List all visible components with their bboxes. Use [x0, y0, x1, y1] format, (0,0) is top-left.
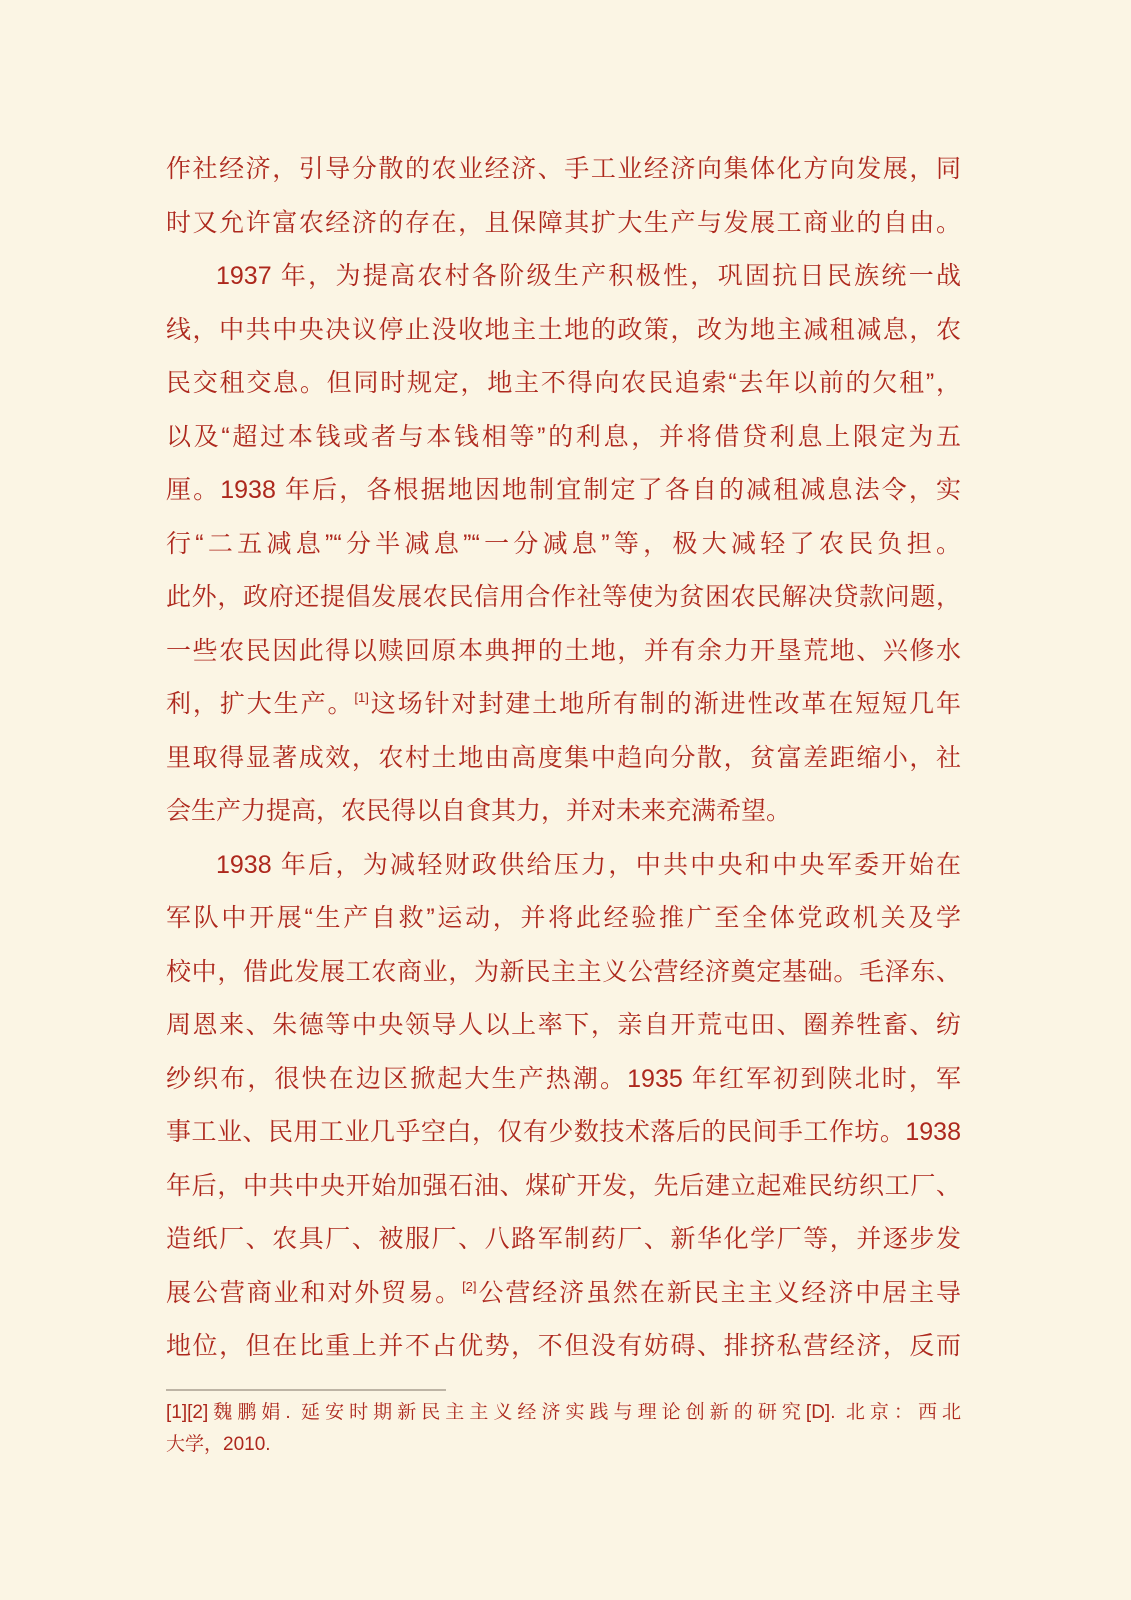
text-line [166, 839, 961, 893]
text-run: 会生产力提高，农民得以自食其力，并对未来充满希望。 [166, 797, 792, 825]
text-line [166, 1160, 961, 1214]
text-line [166, 571, 961, 625]
text-run: 里取得显著成效，农村土地由高度集中趋向分散，贫富差距缩小，社 [166, 743, 961, 772]
body-text [166, 143, 961, 1374]
text-run: 利，扩大生产。 [166, 690, 355, 718]
text-run: 以及“超过本钱或者与本钱相等”的利息，并将借贷利息上限定为五 [166, 422, 961, 451]
text-run: 校中，借此发展工农商业，为新民主主义公营经济奠定基础。毛泽东、 [166, 957, 961, 986]
text-line [166, 143, 961, 197]
text-line [166, 625, 961, 679]
footnote-marker: [1] [354, 690, 369, 705]
footnote-marker: [2] [462, 1278, 477, 1294]
text-line [166, 1213, 961, 1267]
text-line [166, 357, 961, 411]
text-run: 展公营商业和对外贸易。 [166, 1278, 463, 1307]
text-line [166, 1267, 961, 1321]
text-line [166, 892, 961, 946]
text-line [166, 411, 961, 465]
text-line [166, 197, 961, 251]
text-run: 纱织布，很快在边区掀起大生产热潮。1935 年红军初到陕北时，军 [166, 1064, 961, 1093]
text-run: 民交租交息。但同时规定，地主不得向农民追索“去年以前的欠租”， [166, 369, 961, 397]
text-run: 一些农民因此得以赎回原本典押的土地，并有余力开垦荒地、兴修水 [166, 636, 961, 665]
text-run: 厘。1938 年后，各根据地因地制宜制定了各自的减租减息法令，实 [166, 476, 961, 504]
text-line [166, 1053, 961, 1107]
text-line [166, 678, 961, 732]
text-run: 1937 年，为提高农村各阶级生产积极性，巩固抗日民族统一战 [216, 262, 961, 290]
text-run: 公营经济虽然在新民主主义经济中居主导 [476, 1278, 961, 1307]
text-run: 1938 年后，为减轻财政供给压力，中共中央和中央军委开始在 [216, 850, 961, 879]
text-run: 军队中开展“生产自救”运动，并将此经验推广至全体党政机关及学 [166, 904, 961, 932]
text-line [166, 518, 961, 572]
text-line [166, 250, 961, 304]
text-run: 周恩来、朱德等中央领导人以上率下，亲自开荒屯田、圈养牲畜、纺 [166, 1011, 961, 1039]
text-run: [1][2]魏鹏娟. 延安时期新民主主义经济实践与理论创新的研究[D]. 北京：西北 [166, 1402, 961, 1423]
text-run: 地位，但在比重上并不占优势，不但没有妨碍、排挤私营经济，反而 [166, 1332, 961, 1360]
text-line [166, 1397, 961, 1429]
text-run: 年后，中共中央开始加强石油、煤矿开发，先后建立起难民纺织工厂、 [166, 1171, 961, 1200]
text-line [166, 1429, 961, 1461]
text-run: 事工业、民用工业几乎空白，仅有少数技术落后的民间手工作坊。1938 [166, 1118, 961, 1146]
text-run: 此外，政府还提倡发展农民信用合作社等使为贫困农民解决贷款问题， [166, 583, 961, 611]
text-line [166, 1320, 961, 1374]
footnote-section [166, 1397, 961, 1460]
text-line [166, 785, 961, 839]
text-line [166, 946, 961, 1000]
text-run: 大学，2010. [166, 1433, 271, 1455]
text-line [166, 464, 961, 518]
text-run: 这场针对封建土地所有制的渐进性改革在短短几年 [368, 690, 961, 718]
text-line [166, 304, 961, 358]
text-run: 行“二五减息”“分半减息”“一分减息”等，极大减轻了农民负担。 [166, 529, 961, 558]
text-run: 线，中共中央决议停止没收地主土地的政策，改为地主减租减息，农 [166, 315, 961, 344]
text-run: 作社经济，引导分散的农业经济、手工业经济向集体化方向发展，同 [166, 155, 961, 183]
text-line [166, 732, 961, 786]
footnote-divider [166, 1389, 446, 1391]
text-line [166, 999, 961, 1053]
text-run: 造纸厂、农具厂、被服厂、八路军制药厂、新华化学厂等，并逐步发 [166, 1225, 961, 1253]
text-run: 时又允许富农经济的存在，且保障其扩大生产与发展工商业的自由。 [166, 208, 961, 237]
text-line [166, 1106, 961, 1160]
